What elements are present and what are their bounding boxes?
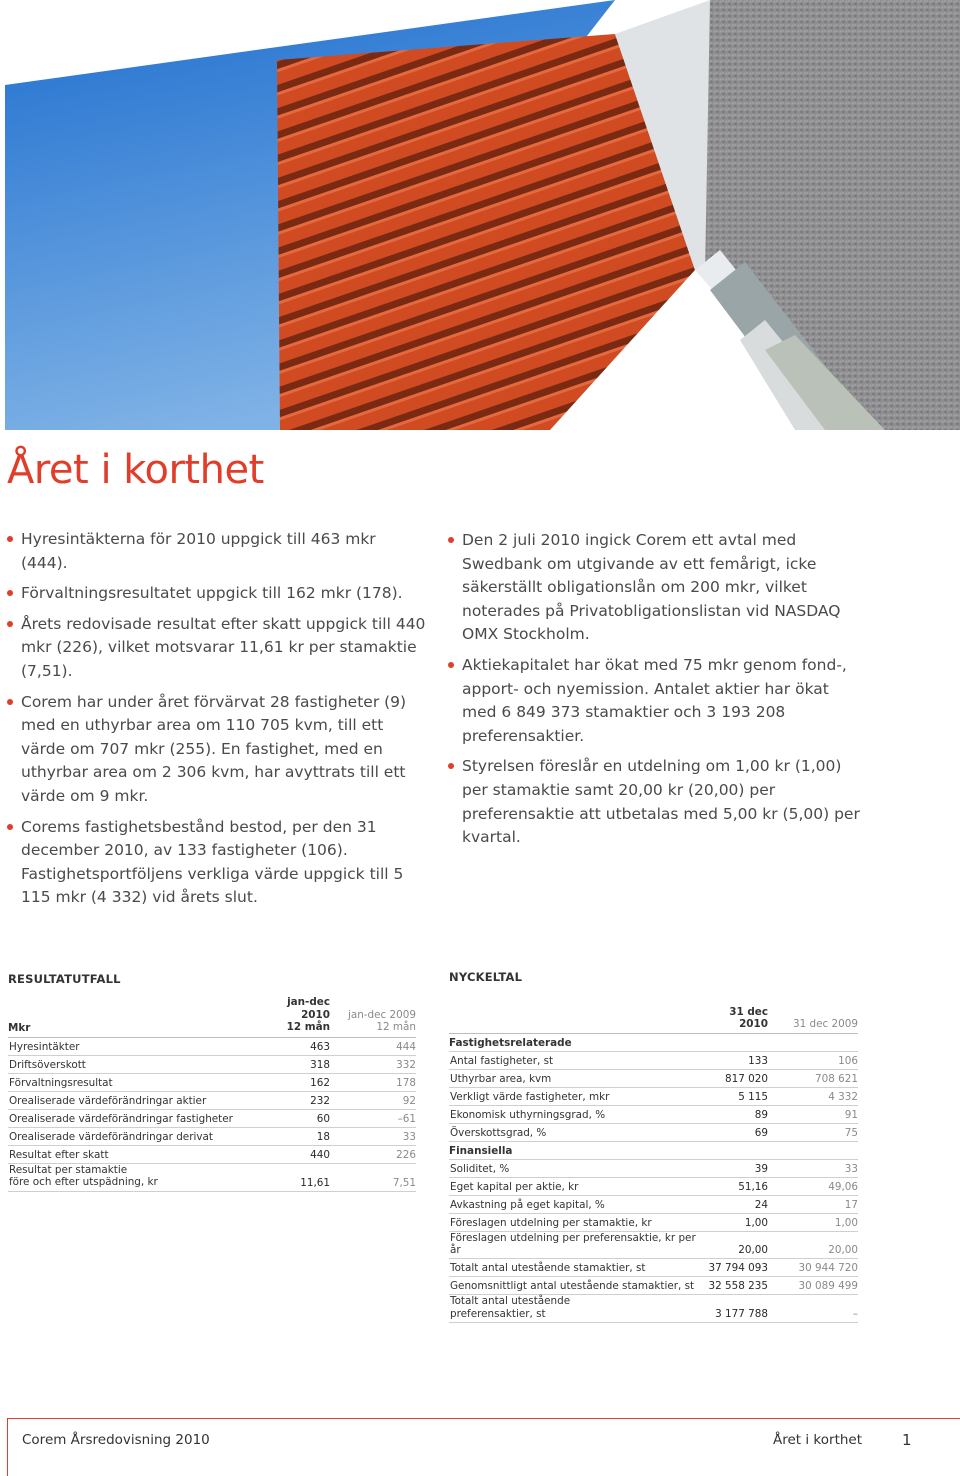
table-header: [449, 1006, 858, 1034]
col-prev-header: jan-dec 2009 12 mån: [330, 996, 416, 1037]
table-row: Totalt antal utestående preferensaktier, st 3 177 788 –: [449, 1295, 858, 1323]
hero-photo: [5, 0, 960, 430]
col-current-header: jan-dec 2010 12 mån: [264, 996, 330, 1037]
table-row: Resultat per stamaktie före och efter utspädning, kr 11,61 7,51: [8, 1163, 416, 1191]
table-row: Driftsöverskott 318 332: [8, 1055, 416, 1073]
list-item: Corems fastighetsbestånd bestod, per den 31 december 2010, av 133 fastigheter (106). Fastighetsportföljens verkliga värde uppgick till 5 115 mkr (4 332) vid årets slut.: [7, 816, 427, 910]
col-prev-header: 31 dec 2009: [768, 1006, 858, 1034]
list-item: Aktiekapitalet har ökat med 75 mkr genom fond-, apport- och nyemission. Antalet aktier har ökat med 6 849 373 stamaktier och 3 193 208 preferensaktier.: [448, 654, 868, 748]
table-row: Soliditet, % 39 33: [449, 1160, 858, 1178]
table-row: Avkastning på eget kapital, % 24 17: [449, 1196, 858, 1214]
table-row: Hyresintäkter 463 444: [8, 1037, 416, 1055]
list-item: Förvaltningsresultatet uppgick till 162 mkr (178).: [7, 582, 427, 606]
nyckeltal-table: [449, 1006, 858, 1323]
table-row: Genomsnittligt antal utestående stamaktier, st 32 558 235 30 089 499: [449, 1277, 858, 1295]
table-row: Antal fastigheter, st 133 106: [449, 1052, 858, 1070]
table-row: Orealiserade värdeförändringar fastigheter 60 –61: [8, 1109, 416, 1127]
footer-section: Året i korthet: [773, 1432, 863, 1448]
table-row: Ekonomisk uthyrningsgrad, % 89 91: [449, 1106, 858, 1124]
page-footer: [7, 1418, 960, 1476]
building-facade-illustration: [5, 0, 960, 430]
resultatutfall-title: RESULTATUTFALL: [8, 972, 121, 986]
table-row: Föreslagen utdelning per stamaktie, kr 1,00 1,00: [449, 1214, 858, 1232]
list-item: Corem har under året förvärvat 28 fastigheter (9) med en uthyrbar area om 110 705 kvm, till ett värde om 707 mkr (255). En fastighet, med en uthyrbar area om 2 306 kvm, har avyttrats till ett värde om 9 mkr.: [7, 691, 427, 809]
table-row: Orealiserade värdeförändringar derivat 18 33: [8, 1127, 416, 1145]
list-item: Hyresintäkterna för 2010 uppgick till 463 mkr (444).: [7, 528, 427, 575]
page-number: 1: [902, 1431, 912, 1449]
table-row: Överskottsgrad, % 69 75: [449, 1124, 858, 1142]
highlights-list-left: [7, 528, 427, 917]
highlights-list-right: [448, 529, 868, 857]
resultatutfall-table: [8, 996, 416, 1192]
table-header: [8, 996, 416, 1037]
table-row: Orealiserade värdeförändringar aktier 232 92: [8, 1091, 416, 1109]
table-row: Förvaltningsresultat 162 178: [8, 1073, 416, 1091]
list-item: Styrelsen föreslår en utdelning om 1,00 kr (1,00) per stamaktie samt 20,00 kr (20,00) per preferensaktie att utbetalas med 5,00 kr (5,00) per kvartal.: [448, 755, 868, 849]
section-header: Finansiella: [449, 1142, 858, 1160]
table-row: Resultat efter skatt 440 226: [8, 1145, 416, 1163]
unit-label: Mkr: [8, 996, 264, 1037]
resultatutfall-section: [8, 972, 416, 1192]
table-row: Eget kapital per aktie, kr 51,16 49,06: [449, 1178, 858, 1196]
page-title: Året i korthet: [7, 447, 264, 493]
table-row: Föreslagen utdelning per preferensaktie, kr per år 20,00 20,00: [449, 1232, 858, 1259]
list-item: Årets redovisade resultat efter skatt uppgick till 440 mkr (226), vilket motsvarar 11,61 kr per stamaktie (7,51).: [7, 613, 427, 684]
nyckeltal-title: NYCKELTAL: [449, 970, 523, 984]
table-row: Verkligt värde fastigheter, mkr 5 115 4 332: [449, 1088, 858, 1106]
col-current-header: 31 dec 2010: [699, 1006, 768, 1034]
section-header: Fastighetsrelaterade: [449, 1034, 858, 1052]
nyckeltal-section: [449, 970, 858, 1323]
footer-publication: Corem Årsredovisning 2010: [22, 1432, 210, 1448]
list-item: Den 2 juli 2010 ingick Corem ett avtal med Swedbank om utgivande av ett femårigt, icke säkerställt obligationslån om 200 mkr, vilket noterades på Privatobligationslistan vid NASDAQ OMX Stockholm.: [448, 529, 868, 647]
table-row: Totalt antal utestående stamaktier, st 37 794 093 30 944 720: [449, 1259, 858, 1277]
table-row: Uthyrbar area, kvm 817 020 708 621: [449, 1070, 858, 1088]
